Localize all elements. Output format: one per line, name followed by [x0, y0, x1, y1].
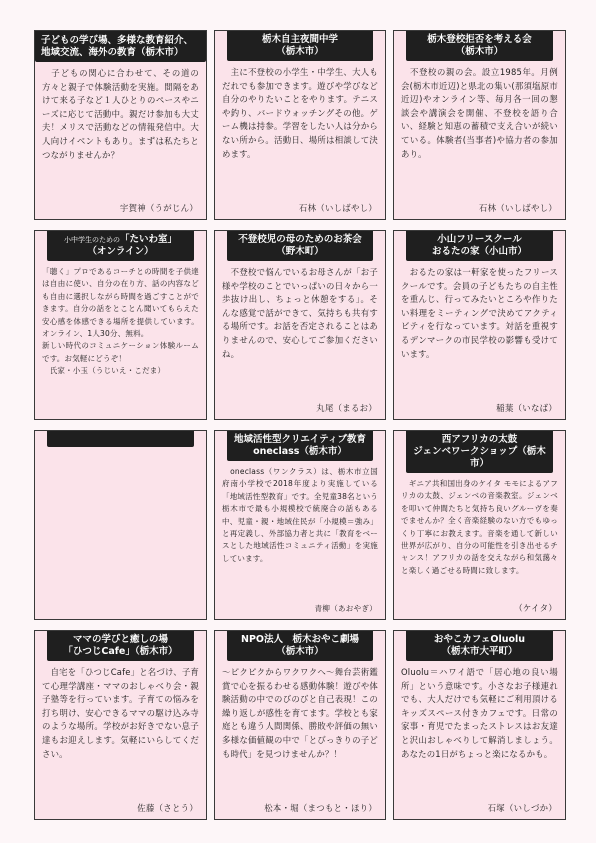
card-signature: 佐藤（さとう） — [137, 803, 198, 813]
card-oneclass — [214, 430, 386, 620]
card-title: 子どもの学び場、多様な教育紹介、地域交流、海外の教育（栃木市） — [35, 31, 206, 62]
card-oluolu — [393, 630, 566, 820]
card-signature: 石林（いしばやし） — [298, 203, 377, 213]
card-body: 主に不登校の小学生・中学生、大人もだれでも参加できます。遊びや学びなど自分のやりたいことをやります。テニスや釣り、バードウォッチングその他。ゲーム機は持参。学習をしたい人は分からない所から。活動日、場所は相談して決めます。 — [222, 67, 378, 159]
card-blank — [34, 430, 207, 620]
card-body: 子どもの関心に合わせて、その道の方々と親子で体験活動を実施。間隔をあけて来る子など１人ひとりのペースやニーズに応じて活動中。親だけ参加も大丈夫！メリスで活動などの情報発信中。大人向けイベントもあり。まずは私たちとつながりませんか？ — [42, 68, 199, 160]
card-title-small: 小中学生のための — [63, 236, 120, 244]
card-title: NPO法人 栃木おやこ劇場 （栃木市） — [227, 631, 373, 661]
card-title: 小山フリースクール おるたの家（小山市） — [406, 231, 553, 261]
card-title-block — [47, 231, 194, 261]
card-title: 西アフリカの太鼓 ジェンベワークショップ（栃木市） — [406, 431, 553, 473]
card-signature: 丸尾（まるお） — [316, 403, 377, 413]
card-signature: 稲葉（いなば） — [496, 403, 557, 413]
card-body: おるたの家は一軒家を使ったフリースクールです。会員の子どもたちの自主性を重んじ、行ってみたいところや作りたい料理をミーティングで決めてアクティビティを行なっています。対話を重視するデンマークの市民学校の影響も受けています。 — [401, 267, 558, 359]
card-body: 「聴く」プロであるコーチとの時間を子供達は自由に使い、自分の在り方、話の内容なども自由に選択しながら時間を過ごすことができます。自分の話をとことん聞いてもらえた安心感を体感できる場所を提供しています。オンライン、1人30分、無料。 新しい時代のコミュニケーション体験ルームです。お気軽にどうぞ！ 氏家・小玉（うじいえ・こだま） — [42, 267, 199, 376]
card-title: おやこカフェOluolu （栃木市大平町） — [406, 631, 553, 661]
card-title: ママの学びと癒しの場 「ひつじCafe」（栃木市） — [47, 631, 194, 661]
card-body: 不登校の親の会。設立1985年。月例会(栃木市近辺)と県北の集い(那須塩原市近辺)やオンライン等、毎月各一回の懇談会や講演会を開催、不登校を語り合い、経験と知恵の蓄積で支え合いが続いている。体験者(当事者)や協力者の参加あり。 — [401, 67, 558, 159]
card-tokokyohi — [393, 30, 566, 220]
card-yakan-chugaku — [214, 30, 386, 220]
card-grid — [34, 30, 566, 820]
card-djembe — [393, 430, 566, 620]
card-signature: 石塚（いしづか） — [487, 803, 557, 813]
card-body: ギニア共和国出身のケイタ モモによるアフリカの太鼓、ジェンベの音楽教室。ジェンベを叩いて仲間たちと気持ち良いグルーヴを奏でませんか？全く音楽経験のない方でもゆっくり丁寧にお教えます。音楽を通して新しい世界が広がり、自分の可能性を引き出せるチャンス！アフリカの話を交えながら和気藹々と楽しく過ごせる時間に致します。 — [401, 479, 558, 575]
card-signature: 石林（いしばやし） — [478, 203, 557, 213]
card-signature: 宇賀神（うがじん） — [119, 203, 198, 213]
card-body: oneclass（ワンクラス）は、栃木市立国府南小学校で2018年度より実施している「地域活性型教育」です。全児童38名という栃木市で最も小規模校で統廃合の話もある中、児童・親・地域住民が「小規模＝強み」と再定義し、外部協力者と共に「教育をベースとした地域活性コミュニティ活動」を実施しています。 — [222, 467, 378, 563]
card-body: 不登校で悩んでいるお母さんが「お子様や学校のことでいっぱいの日々から一歩抜け出し、ちょっと休憩をする」。そんな感覚で話ができて、気持ちも共有する場所です。お話を否定されることはありませんので、安心してご参加くださいね。 — [222, 267, 378, 359]
card-body: Oluolu＝ハワイ語で「居心地の良い場所」という意味です。小さなお子様連れでも、大人だけでも気軽にご利用頂けるキッズスペース付きカフェです。日常の家事・育児でたまったストレスはお友達と沢山おしゃべりして解消しましょう。あなたの1日がちょっと楽になるかも。 — [401, 667, 558, 759]
card-signature: 松本・堀（まつもと・ほり） — [264, 803, 377, 813]
card-ochakai — [214, 230, 386, 420]
card-oyako-gekijo — [214, 630, 386, 820]
card-oruta-no-ie — [393, 230, 566, 420]
card-title-bar — [47, 431, 194, 447]
card-kodomo-manabiba — [34, 30, 207, 220]
card-hitsuji-cafe — [34, 630, 207, 820]
card-body: 〜ピクピクからワクワクへ〜舞台芸術鑑賞で心を振るわせる感動体験！遊びや体験活動の中でのびのびと自己表現！この繰り返しが感性を育てます。学校とも家庭とも違う人間関係、勝敗や評価の無い多様な価値観の中で「とびっきりの子ども時代」を見つけませんか？！ — [222, 667, 378, 759]
card-signature: 青柳（あおやぎ） — [314, 604, 377, 613]
card-body: 自宅を「ひつじCafe」と名づけ、子育て心理学講座・ママのおしゃべり会・親子塾等を行っています。子育ての悩みを打ち明け、安心できるママの駆け込み寺のような場所。学校がお好きでない息子達もお迎えします。気軽にいらしてください。 — [42, 667, 199, 759]
card-taiwashitsu — [34, 230, 207, 420]
card-title: 地域活性型クリエイティブ教育 oneclass（栃木市） — [227, 431, 373, 461]
card-title: 栃木自主夜間中学 （栃木市） — [227, 31, 373, 61]
card-title: 「たいわ室」 （オンライン） — [87, 234, 177, 257]
card-title: 不登校児の母のためのお茶会 （野木町） — [227, 231, 373, 261]
card-signature: （ケイタ） — [514, 603, 557, 613]
card-title: 栃木登校拒否を考える会 （栃木市） — [406, 31, 553, 61]
